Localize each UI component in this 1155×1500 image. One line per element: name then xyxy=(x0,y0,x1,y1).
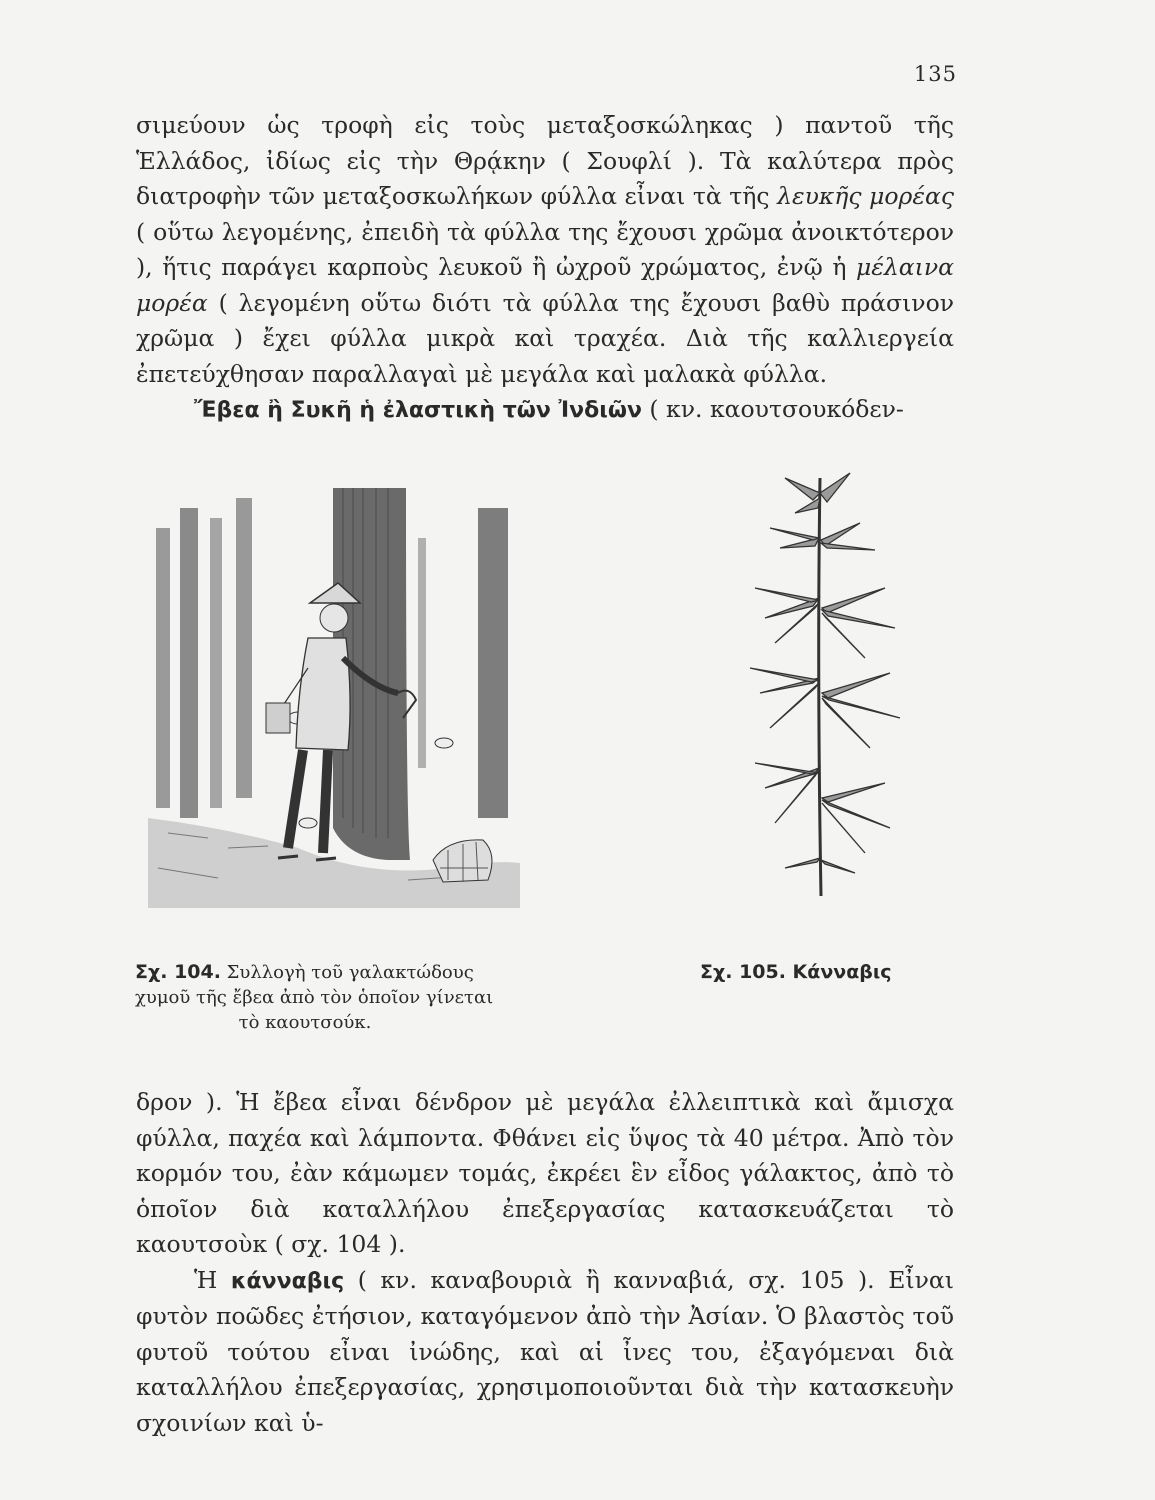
figure-rubber-tapping xyxy=(148,488,520,908)
paragraph-mulberry: σιμεύουν ὡς τροφὴ εἰς τοὺς μεταξοσκώληκας ) παντοῦ τῆς Ἑλλάδος, ἰδίως εἰς τὴν Θρᾴκην ( Σουφλί ). Τὰ καλύτερα πρὸς διατροφὴν τῶν μεταξοσκωλήκων φύλλα εἶναι τὰ τῆς λευκῆς μορέας ( οὕτω λεγομένης, ἐπειδὴ τὰ φύλλα της ἔχουσι χρῶμα ἀνοικτότερον ), ἥτις παράγει καρποὺς λευκοῦ ἢ ὠχροῦ χρώματος, ἐνῷ ἡ μέλαινα μορέα ( λεγομένη οὕτω διότι τὰ φύλλα της ἔχουσι βαθὺ πράσινον χρῶμα ) ἔχει φύλλα μικρὰ καὶ τραχέα. Διὰ τῆς καλλιεργεία ἐπετεύχθησαν παραλλαγαὶ μὲ μεγάλα καὶ μαλακὰ φύλλα. xyxy=(136,111,954,388)
bottom-text xyxy=(136,1085,954,1441)
figure-hemp xyxy=(725,468,920,898)
caption-105-label: Σχ. 105. Κάνναβις xyxy=(700,961,892,983)
paragraph-hevea-start: Ἔβεα ἢ Συκῆ ἡ ἐλαστικὴ τῶν Ἰνδιῶν ( κν. καουτσουκόδεν- xyxy=(194,395,904,423)
caption-figure-104: Σχ. 104. Συλλογὴ τοῦ γαλακτώδους χυμοῦ τῆς ἔβεα ἀπὸ τὸν ὁποῖον γίνεται τὸ καουτσούκ. xyxy=(135,961,494,1033)
term-hemp: κάνναβις xyxy=(230,1268,345,1294)
rubber-tapping-illustration xyxy=(148,488,520,908)
paragraph-hemp: Ἡ κάνναβις ( κν. καναβουριὰ ἢ κανναβιά, σχ. 105 ). Εἶναι φυτὸν ποῶδες ἐτήσιον, καταγόμενον ἀπὸ τὴν Ἀσίαν. Ὁ βλαστὸς τοῦ φυτοῦ τούτου εἶναι ἰνώδης, καὶ αἱ ἶνες του, ἐξαγόμεναι διὰ καταλλήλου ἐπεξεργασίας, χρησιμοποιοῦνται διὰ τὴν κατασκευὴν σχοινίων καὶ ὑ- xyxy=(136,1265,954,1437)
caption-figure-105 xyxy=(700,960,960,985)
paragraph-hevea-description: δρον ). Ἡ ἔβεα εἶναι δένδρον μὲ μεγάλα ἐλλειπτικὰ καὶ ἄμισχα φύλλα, παχέα καὶ λάμποντα. Φθάνει εἰς ὕψος τὰ 40 μέτρα. Ἀπὸ τὸν κορμόν του, ἐὰν κάμωμεν τομάς, ἐκρέει ἓν εἶδος γάλακτος, ἀπὸ τὸ ὁποῖον διὰ καταλλήλου ἐπεξεργασίας κατασκευάζεται τὸ καουτσοὺκ ( σχ. 104 ). xyxy=(136,1088,954,1258)
page-number: 135 xyxy=(913,62,957,86)
hemp-plant-illustration xyxy=(725,468,920,898)
term-hevea: Ἔβεα ἢ Συκῆ ἡ ἐλαστικὴ τῶν Ἰνδιῶν xyxy=(194,398,642,423)
top-text xyxy=(136,108,954,429)
caption-104-label: Σχ. 104. xyxy=(135,961,221,983)
